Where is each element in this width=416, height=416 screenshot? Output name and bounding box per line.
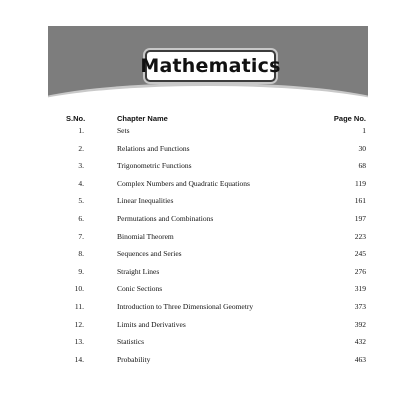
row-page-no: 245 [354,249,366,259]
row-sno: 13. [74,337,84,347]
row-page-no: 119 [355,178,366,188]
row-page-no: 276 [354,266,366,276]
toc-row[interactable] [48,316,368,334]
toc-row[interactable] [48,175,368,193]
row-chapter-name: Linear Inequalities [117,196,174,206]
row-page-no: 1 [362,126,366,135]
row-page-no: 432 [354,337,366,347]
row-chapter-name: Binomial Theorem [117,231,174,241]
col-header-page: Page No. [333,114,366,123]
row-chapter-name: Probability [117,354,151,364]
row-page-no: 30 [358,143,366,153]
row-page-no: 68 [358,161,366,171]
row-chapter-name: Complex Numbers and Quadratic Equations [117,178,250,188]
toc-row[interactable] [48,298,368,316]
toc-row[interactable] [48,157,368,175]
toc-row[interactable] [48,140,368,158]
toc-row[interactable] [48,210,368,228]
row-chapter-name: Trigonometric Functions [117,161,192,171]
toc-row[interactable] [48,228,368,246]
row-chapter-name: Sets [117,126,130,135]
row-page-no: 161 [354,196,366,206]
toc-heading: TABLE OF CONTENT [134,88,282,103]
row-chapter-name: Relations and Functions [117,143,190,153]
title-badge [140,50,281,82]
row-page-no: 392 [354,319,366,329]
toc-row[interactable] [48,333,368,351]
row-sno: 10. [74,284,84,294]
row-chapter-name: Conic Sections [117,284,163,294]
row-page-no: 197 [354,213,366,223]
col-header-chapter: Chapter Name [117,114,168,123]
row-page-no: 223 [354,231,366,241]
toc-row[interactable] [48,263,368,281]
row-page-no: 463 [354,354,366,364]
row-chapter-name: Introduction to Three Dimensional Geometry [117,301,254,311]
row-sno: 6. [78,213,84,223]
row-sno: 2. [78,143,84,153]
row-sno: 8. [78,249,84,259]
row-chapter-name: Permutations and Combinations [117,213,214,223]
document-page [48,26,368,388]
col-header-sno: S.No. [66,114,86,123]
toc-row[interactable] [48,245,368,263]
book-title: Mathematics [140,55,281,77]
row-sno: 4. [78,178,84,188]
row-sno: 14. [74,354,84,364]
row-sno: 3. [78,161,84,171]
row-chapter-name: Straight Lines [117,266,160,276]
toc-row[interactable] [48,122,368,140]
row-chapter-name: Limits and Derivatives [117,319,186,329]
row-sno: 9. [78,266,84,276]
row-page-no: 373 [354,301,366,311]
toc-row[interactable] [48,192,368,210]
row-sno: 1. [78,126,84,135]
row-sno: 5. [78,196,84,206]
row-sno: 11. [74,301,84,311]
toc-row[interactable] [48,351,368,369]
toc-row[interactable] [48,280,368,298]
row-sno: 7. [78,231,84,241]
row-chapter-name: Sequences and Series [117,249,182,259]
row-chapter-name: Statistics [117,337,145,347]
row-page-no: 319 [354,284,366,294]
toc-list [48,122,368,368]
row-sno: 12. [74,319,84,329]
